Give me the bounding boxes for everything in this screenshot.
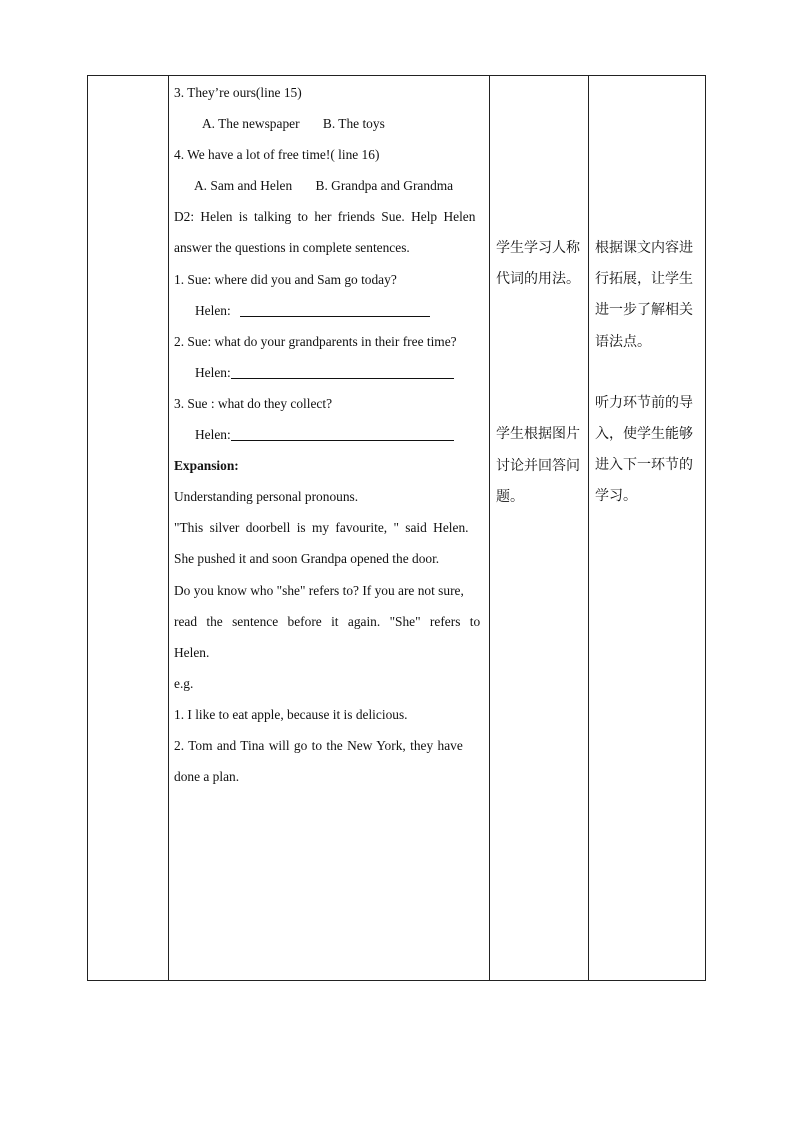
example-sentence: done a plan.: [174, 769, 240, 785]
purpose-note: 行拓展，让学生: [595, 271, 693, 288]
option-b: B. Grandpa and Grandma: [315, 178, 454, 194]
question-3-options: [174, 108, 484, 139]
answer-blank-3: [231, 426, 454, 441]
purpose-note: 语法点。: [595, 333, 651, 350]
student-note: 学生根据图片: [496, 426, 580, 443]
design-purpose-column: [588, 76, 707, 980]
expansion-heading: Expansion:: [174, 458, 239, 474]
d2-instruction-cont: answer the questions in complete sentences.: [174, 240, 410, 256]
student-note: 代词的用法。: [496, 271, 580, 288]
purpose-note: 入，使学生能够: [595, 426, 693, 443]
helen-answer-1: [174, 295, 484, 326]
question-4-options: [174, 170, 484, 201]
quote-line: "This silver doorbell is my favourite, " said Helen.: [174, 520, 469, 536]
student-note: 学生学习人称: [496, 240, 580, 256]
answer-blank-1: [240, 302, 430, 317]
example-label: e.g.: [174, 675, 194, 691]
sue-question-3: 3. Sue : what do they collect?: [174, 395, 333, 411]
d2-instruction: D2: Helen is talking to her friends Sue. Help Helen: [174, 209, 476, 225]
question-3: 3. They’re ours(line 15): [174, 85, 302, 100]
purpose-note: 根据课文内容进: [595, 240, 693, 256]
helen-label: Helen:: [195, 364, 231, 380]
option-a: A. Sam and Helen: [194, 178, 293, 194]
student-activity-column: [489, 76, 588, 980]
expansion-topic: Understanding personal pronouns.: [174, 489, 359, 505]
explanation-line: Do you know who "she" refers to? If you are not sure,: [174, 582, 464, 598]
explanation-line: read the sentence before it again. "She" refers to: [174, 613, 481, 629]
example-sentence: 2. Tom and Tina will go to the New York, they have: [174, 737, 463, 753]
purpose-note: 听力环节前的导: [595, 394, 693, 411]
student-note: 讨论并回答问: [496, 457, 580, 474]
answer-blank-2: [231, 364, 454, 379]
sue-question-1: 1. Sue: where did you and Sam go today?: [174, 271, 397, 287]
purpose-note: 进一步了解相关: [595, 302, 693, 319]
helen-answer-2: [174, 357, 484, 388]
explanation-line: Helen.: [174, 644, 210, 660]
option-a: A. The newspaper: [202, 116, 300, 132]
option-b: B. The toys: [322, 116, 385, 132]
helen-label: Helen:: [195, 302, 231, 318]
example-sentence: 1. I like to eat apple, because it is delicious.: [174, 706, 408, 722]
helen-answer-3: [174, 419, 484, 450]
purpose-note: 学习。: [595, 488, 637, 505]
purpose-note: 进入下一环节的: [595, 457, 693, 474]
activity-column: [168, 76, 489, 980]
quote-line: She pushed it and soon Grandpa opened the door.: [174, 551, 440, 567]
lesson-table: [87, 75, 706, 981]
student-note: 题。: [496, 488, 524, 505]
helen-label: Helen:: [195, 427, 231, 443]
question-4: 4. We have a lot of free time!( line 16): [174, 147, 380, 163]
sue-question-2: 2. Sue: what do your grandparents in their free time?: [174, 333, 457, 349]
